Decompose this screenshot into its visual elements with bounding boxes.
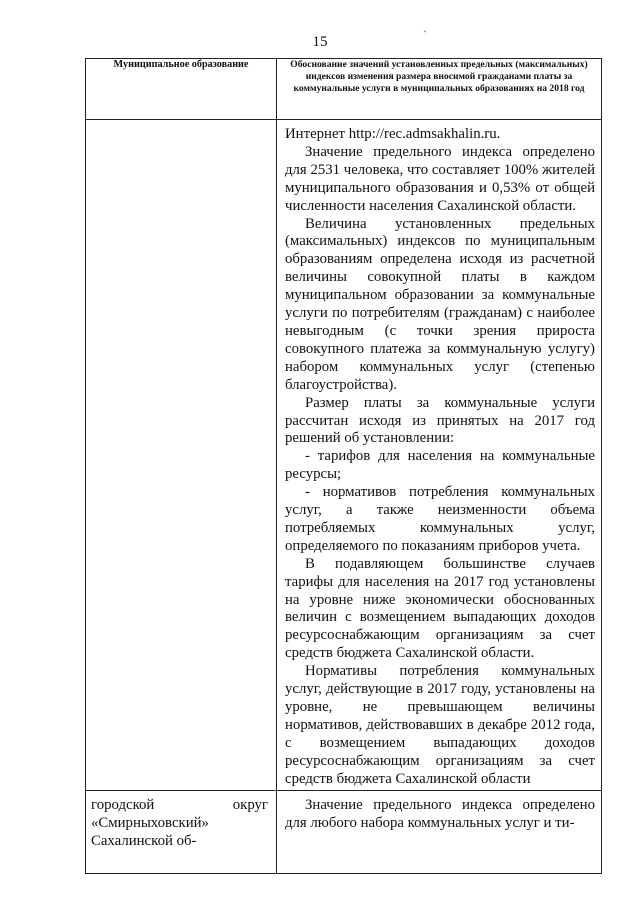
paragraph-payment-size: Размер платы за коммунальные услуги рассчитан исходя из принятых на 2017 год решений об установлении: <box>285 394 595 447</box>
paragraph-index-value: Значение предельного индекса определено для 2531 человека, что составляет 100% жителей муниципального образования и 0,53% от общей численности населения Сахалинской области. <box>285 143 595 214</box>
corner-mark: ` <box>423 28 427 42</box>
paragraph-index-any-set: Значение предельного индекса определено для любого набора коммунальных услуг и ти- <box>285 797 595 831</box>
header-municipality: Муниципальное образование <box>86 59 277 120</box>
list-item-norms: - нормативов потребления коммунальных услуг, а также неизменности объема потребляемых коммунальных услуг, определяемого по показаниям приборов учета. <box>285 484 595 554</box>
municipality-name: городской округ «Смирныховский» Сахалинской об- <box>91 797 268 849</box>
row2-municipality-cell <box>86 791 277 874</box>
paragraph-max-index: Величина установленных предельных (максимальных) индексов по муниципальным образованиям определена исходя из расчетной величины совокупной платы в каждом муниципальном образовании за коммунальные услуги по потребителям (гражданам) с наиболее невыгодным (с точки зрения прироста совокупного платежа за коммунальную услугу) набором коммунальных услуг (степенью благоустройства). <box>285 215 595 393</box>
paragraph-tariffs-level: В подавляющем большинстве случаев тарифы для населения на 2017 год установлены на уровне ниже экономически обоснованных величин с возмещением выпадающих доходов ресурсоснабжающим организациям за счет средств бюджета Сахалинской области. <box>285 555 595 662</box>
row2-justification-cell <box>277 791 602 874</box>
paragraph-internet: Интернет http://rec.admsakhalin.ru. <box>285 126 501 142</box>
paragraph-norms-level: Нормативы потребления коммунальных услуг, действующие в 2017 году, установлены на уровне, не превышающем величины нормативов, действовавших в декабре 2012 года, с возмещением выпадающих доходов ресурсоснабжающим организациям за счет средств бюджета Сахалинской области <box>285 663 595 787</box>
table-header-row <box>86 59 602 120</box>
table-row <box>86 791 602 874</box>
justification-table <box>85 58 602 874</box>
row1-municipality-cell <box>86 120 277 791</box>
list-item-tariffs: - тарифов для населения на коммунальные ресурсы; <box>285 448 595 483</box>
row1-justification-cell <box>277 120 602 791</box>
table-row <box>86 120 602 791</box>
page-number: 15 <box>312 34 328 50</box>
header-justification: Обоснование значений установленных предельных (максимальных) индексов изменения размера вносимой гражданами платы за коммунальные услуги в муниципальных образованиях на 2018 год <box>277 59 602 120</box>
